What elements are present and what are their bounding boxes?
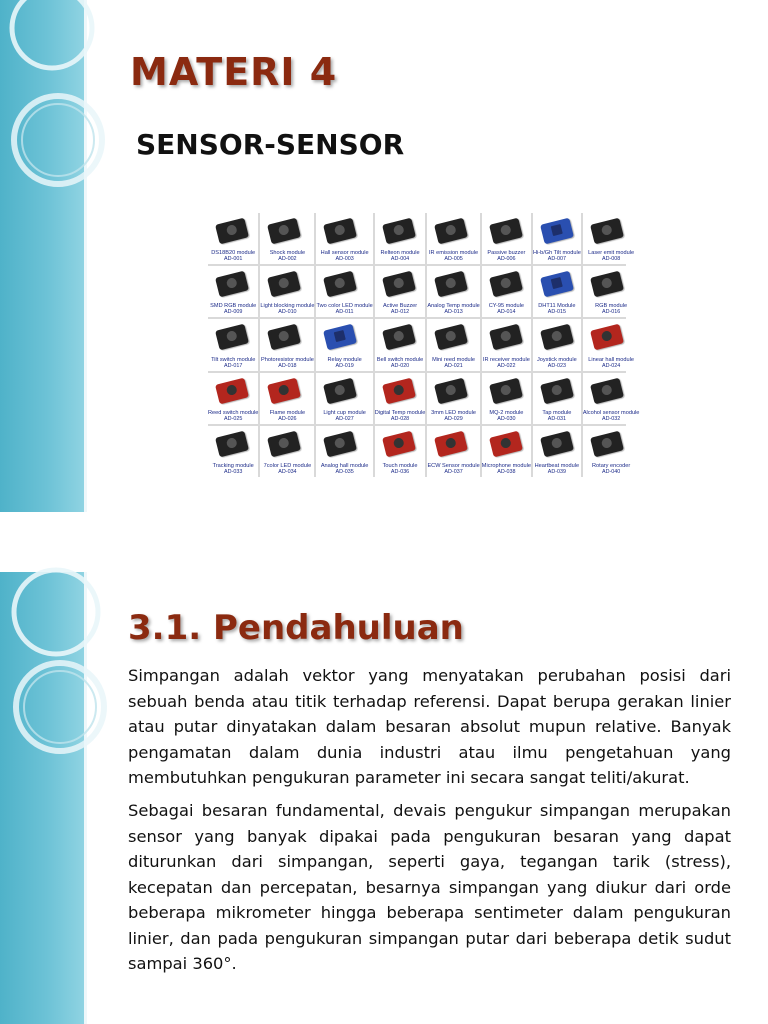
sensor-name: Bell switch module (376, 356, 424, 363)
sensor-component-icon (392, 277, 404, 289)
sensor-component-icon (334, 224, 346, 236)
slide-subtitle: SENSOR-SENSOR (136, 128, 405, 161)
sensor-code: AD-024 (601, 362, 621, 369)
sensor-image-grid (208, 213, 640, 477)
sensor-board-icon (590, 324, 624, 351)
sensor-name: 3mm LED module (431, 409, 476, 416)
ring-decoration (0, 0, 110, 240)
sensor-code: AD-029 (444, 415, 463, 422)
sensor-code: AD-027 (335, 415, 354, 422)
sensor-cell (375, 319, 426, 370)
sensor-cell (208, 213, 258, 264)
sensor-code: AD-009 (224, 309, 243, 316)
sensor-cell (375, 213, 426, 264)
sensor-code: AD-001 (224, 256, 243, 263)
sensor-cell (260, 213, 314, 264)
sensor-name: Two color LED module (316, 303, 373, 310)
sensor-board-icon (590, 430, 624, 457)
sensor-name: Light blocking module (260, 303, 315, 310)
sensor-name: RGB module (595, 303, 628, 310)
sensor-board-icon (382, 430, 416, 457)
sensor-board-icon (382, 218, 416, 245)
sensor-name: Photoresistor module (261, 356, 314, 363)
sensor-code: AD-026 (278, 415, 297, 422)
sensor-name: Heartbeat module (534, 463, 580, 469)
sensor-board-icon (434, 218, 468, 245)
sensor-board-icon (489, 430, 523, 457)
sensor-code: AD-040 (601, 469, 621, 475)
section-title: 3.1. Pendahuluan (128, 608, 464, 648)
sensor-name: CY-95 module (488, 303, 524, 310)
sensor-code: AD-017 (224, 362, 243, 369)
sensor-name: IR emission module (429, 250, 479, 257)
sensor-board-icon (489, 218, 523, 245)
sensor-name: Joystick module (536, 356, 577, 363)
sensor-board-icon (267, 271, 301, 298)
sensor-component-icon (551, 330, 563, 342)
sensor-name: Alcohol sensor module (582, 409, 640, 416)
sensor-name: SMD RGB module (210, 303, 257, 310)
sensor-component-icon (551, 437, 563, 449)
sensor-board-icon (540, 271, 574, 298)
sensor-cell (208, 266, 258, 317)
sensor-cell (583, 213, 640, 264)
sensor-cell (427, 266, 479, 317)
sensor-cell (375, 426, 426, 477)
sensor-code: AD-036 (390, 469, 410, 475)
slide-title: MATERI 4 (130, 50, 338, 94)
sensor-board-icon (382, 324, 416, 351)
sensor-code: AD-010 (278, 309, 297, 316)
sensor-component-icon (334, 384, 346, 396)
sensor-component-icon (551, 224, 563, 236)
sensor-code: AD-019 (335, 362, 354, 369)
sensor-code: AD-028 (390, 415, 410, 422)
sensor-board-icon (540, 377, 574, 404)
sensor-name: Linear hall module (588, 356, 634, 363)
sensor-name: IR receiver module (482, 356, 530, 363)
sensor-name: Relteon module (380, 250, 420, 257)
sensor-name: Hi-b/Gh Tilt module (532, 250, 581, 257)
sensor-component-icon (392, 224, 404, 236)
sensor-cell (316, 213, 372, 264)
sensor-component-icon (601, 384, 613, 396)
sensor-code: AD-013 (444, 309, 463, 316)
sensor-cell (260, 426, 314, 477)
sensor-code: AD-021 (444, 362, 463, 369)
sensor-cell (427, 213, 479, 264)
sensor-component-icon (334, 330, 346, 342)
sensor-board-icon (215, 430, 249, 457)
sensor-name: Tracking module (212, 463, 254, 469)
sensor-cell (533, 373, 581, 424)
sensor-code: AD-034 (278, 469, 297, 475)
sensor-cell (533, 266, 581, 317)
sensor-cell (316, 266, 372, 317)
sensor-code: AD-020 (390, 362, 410, 369)
sensor-cell (208, 373, 258, 424)
sensor-name: Shock module (269, 250, 306, 257)
sensor-name: Laser emit module (588, 250, 635, 257)
sensor-name: Hall sensor module (320, 250, 369, 257)
sensor-code: AD-018 (278, 362, 297, 369)
sensor-name: DS18B20 module (211, 250, 256, 257)
sensor-board-icon (215, 218, 249, 245)
sensor-board-icon (215, 377, 249, 404)
ring-decoration (0, 572, 110, 772)
sensor-board-icon (324, 271, 358, 298)
sensor-cell (583, 373, 640, 424)
sensor-board-icon (590, 377, 624, 404)
sensor-code: AD-035 (335, 469, 354, 475)
sensor-component-icon (499, 437, 511, 449)
sensor-code: AD-014 (497, 309, 516, 316)
sensor-code: AD-007 (547, 256, 567, 263)
sensor-board-icon (267, 430, 301, 457)
sensor-component-icon (445, 384, 457, 396)
sensor-cell (316, 373, 372, 424)
paragraph-2: Sebagai besaran fundamental, devais pengukur simpangan merupakan sensor yang banyak dipakai pada pengukuran besaran yang dapat diturunkan dari simpangan, seperti gaya, tegangan tarik (stress), kecepatan dan percepatan, besarnya simpangan yang diukur dari orde beberapa mikrometer hingga beberapa sentimeter dalam pengukuran linier, dan pada pengukuran simpangan putar dari beberapa detik sudut sampai 360°. (128, 801, 731, 973)
sensor-cell (583, 319, 640, 370)
sensor-code: AD-022 (497, 362, 516, 369)
sensor-board-icon (434, 430, 468, 457)
sensor-board-icon (382, 377, 416, 404)
sensor-component-icon (445, 277, 457, 289)
sensor-board-icon (324, 430, 358, 457)
sensor-board-icon (267, 218, 301, 245)
sensor-component-icon (601, 330, 613, 342)
sensor-component-icon (278, 437, 290, 449)
sensor-code: AD-003 (335, 256, 354, 263)
sensor-component-icon (278, 330, 290, 342)
sensor-component-icon (226, 330, 238, 342)
sensor-board-icon (590, 271, 624, 298)
sensor-component-icon (392, 437, 404, 449)
sensor-cell (208, 426, 258, 477)
sensor-board-icon (540, 218, 574, 245)
sensor-cell (482, 373, 531, 424)
sensor-code: AD-011 (335, 309, 354, 316)
sensor-code: AD-012 (390, 309, 410, 316)
sensor-component-icon (334, 277, 346, 289)
sensor-name: DHT11 Module (538, 303, 576, 310)
sensor-name: Mini reed module (432, 356, 476, 363)
sensor-cell (533, 319, 581, 370)
sensor-code: AD-005 (444, 256, 463, 263)
sensor-component-icon (445, 330, 457, 342)
sensor-name: 7color LED module (263, 463, 312, 469)
sensor-code: AD-023 (547, 362, 567, 369)
sensor-board-icon (324, 324, 358, 351)
sensor-board-icon (215, 324, 249, 351)
sensor-name: Passive buzzer (487, 250, 526, 257)
sensor-component-icon (551, 384, 563, 396)
sensor-board-icon (434, 377, 468, 404)
sensor-name: Analog Temp module (427, 303, 480, 310)
sensor-board-icon (540, 324, 574, 351)
paragraph-1: Simpangan adalah vektor yang menyatakan perubahan posisi dari sebuah benda atau titik terhadap referensi. Dapat berupa gerakan linier atau putar dinyatakan dalam besaran absolut mupun relative. Banyak pengamatan dalam dunia industri atau ilmu pengetahuan yang membutuhkan pengukuran parameter ini secara sangat teliti/akurat. (128, 666, 731, 787)
sensor-component-icon (551, 277, 563, 289)
sensor-code: AD-039 (547, 469, 567, 475)
sensor-board-icon (267, 377, 301, 404)
sensor-component-icon (278, 277, 290, 289)
sensor-cell (482, 426, 531, 477)
sensor-code: AD-038 (497, 469, 516, 475)
sensor-component-icon (499, 330, 511, 342)
sensor-component-icon (499, 384, 511, 396)
sensor-board-icon (267, 324, 301, 351)
sensor-component-icon (601, 277, 613, 289)
sensor-cell (375, 373, 426, 424)
sensor-name: Rotary encoder (591, 463, 631, 469)
sensor-component-icon (601, 437, 613, 449)
sensor-name: Light cup module (323, 409, 366, 416)
sensor-name: Microphone module (481, 463, 531, 469)
sensor-board-icon (489, 271, 523, 298)
sensor-cell (260, 266, 314, 317)
sensor-cell (375, 266, 426, 317)
sensor-component-icon (601, 224, 613, 236)
sensor-name: Relay module (327, 356, 362, 363)
sensor-code: AD-015 (547, 309, 567, 316)
sensor-name: Reed switch module (208, 409, 259, 416)
sensor-code: AD-030 (497, 415, 516, 422)
sensor-cell (482, 213, 531, 264)
sensor-name: Tilt switch module (211, 356, 256, 363)
sensor-code: AD-002 (278, 256, 297, 263)
sensor-code: AD-037 (444, 469, 463, 475)
sensor-code: AD-032 (601, 415, 621, 422)
sensor-name: Active Buzzer (382, 303, 418, 310)
sensor-cell (533, 213, 581, 264)
sensor-name: Analog hall module (320, 463, 369, 469)
sensor-cell (427, 373, 479, 424)
sensor-board-icon (215, 271, 249, 298)
sensor-component-icon (499, 277, 511, 289)
sensor-cell (533, 426, 581, 477)
sensor-component-icon (392, 384, 404, 396)
sensor-name: Flame module (269, 409, 306, 416)
sensor-name: Tap module (542, 409, 572, 416)
sensor-name: ECW Sensor module (427, 463, 480, 469)
sensor-component-icon (278, 224, 290, 236)
sensor-cell (208, 319, 258, 370)
sensor-component-icon (278, 384, 290, 396)
sensor-cell (427, 319, 479, 370)
sensor-board-icon (489, 377, 523, 404)
sensor-code: AD-031 (547, 415, 567, 422)
sensor-code: AD-016 (601, 309, 621, 316)
sensor-board-icon (382, 271, 416, 298)
sensor-cell (583, 266, 640, 317)
sensor-code: AD-025 (224, 415, 243, 422)
sensor-component-icon (499, 224, 511, 236)
sensor-name: Digital Temp module (374, 409, 426, 416)
slide-gap (0, 512, 768, 572)
sensor-cell (316, 319, 372, 370)
sensor-component-icon (445, 224, 457, 236)
sensor-component-icon (445, 437, 457, 449)
sensor-name: MQ-2 module (489, 409, 524, 416)
sensor-name: Touch module (382, 463, 418, 469)
sensor-board-icon (434, 324, 468, 351)
sensor-cell (482, 266, 531, 317)
sensor-cell (482, 319, 531, 370)
sensor-cell (260, 373, 314, 424)
sensor-board-icon (590, 218, 624, 245)
sensor-component-icon (226, 437, 238, 449)
sensor-board-icon (489, 324, 523, 351)
sensor-component-icon (392, 330, 404, 342)
sensor-component-icon (226, 277, 238, 289)
sensor-code: AD-006 (497, 256, 516, 263)
sensor-component-icon (226, 384, 238, 396)
sensor-cell (260, 319, 314, 370)
slide-2 (0, 572, 768, 1024)
sensor-board-icon (540, 430, 574, 457)
sensor-code: AD-004 (390, 256, 410, 263)
sensor-code: AD-033 (224, 469, 243, 475)
sensor-code: AD-008 (601, 256, 621, 263)
sensor-component-icon (334, 437, 346, 449)
sensor-board-icon (324, 377, 358, 404)
sensor-cell (316, 426, 372, 477)
sensor-cell (427, 426, 479, 477)
sensor-board-icon (324, 218, 358, 245)
sensor-component-icon (226, 224, 238, 236)
sensor-cell (583, 426, 640, 477)
sensor-board-icon (434, 271, 468, 298)
